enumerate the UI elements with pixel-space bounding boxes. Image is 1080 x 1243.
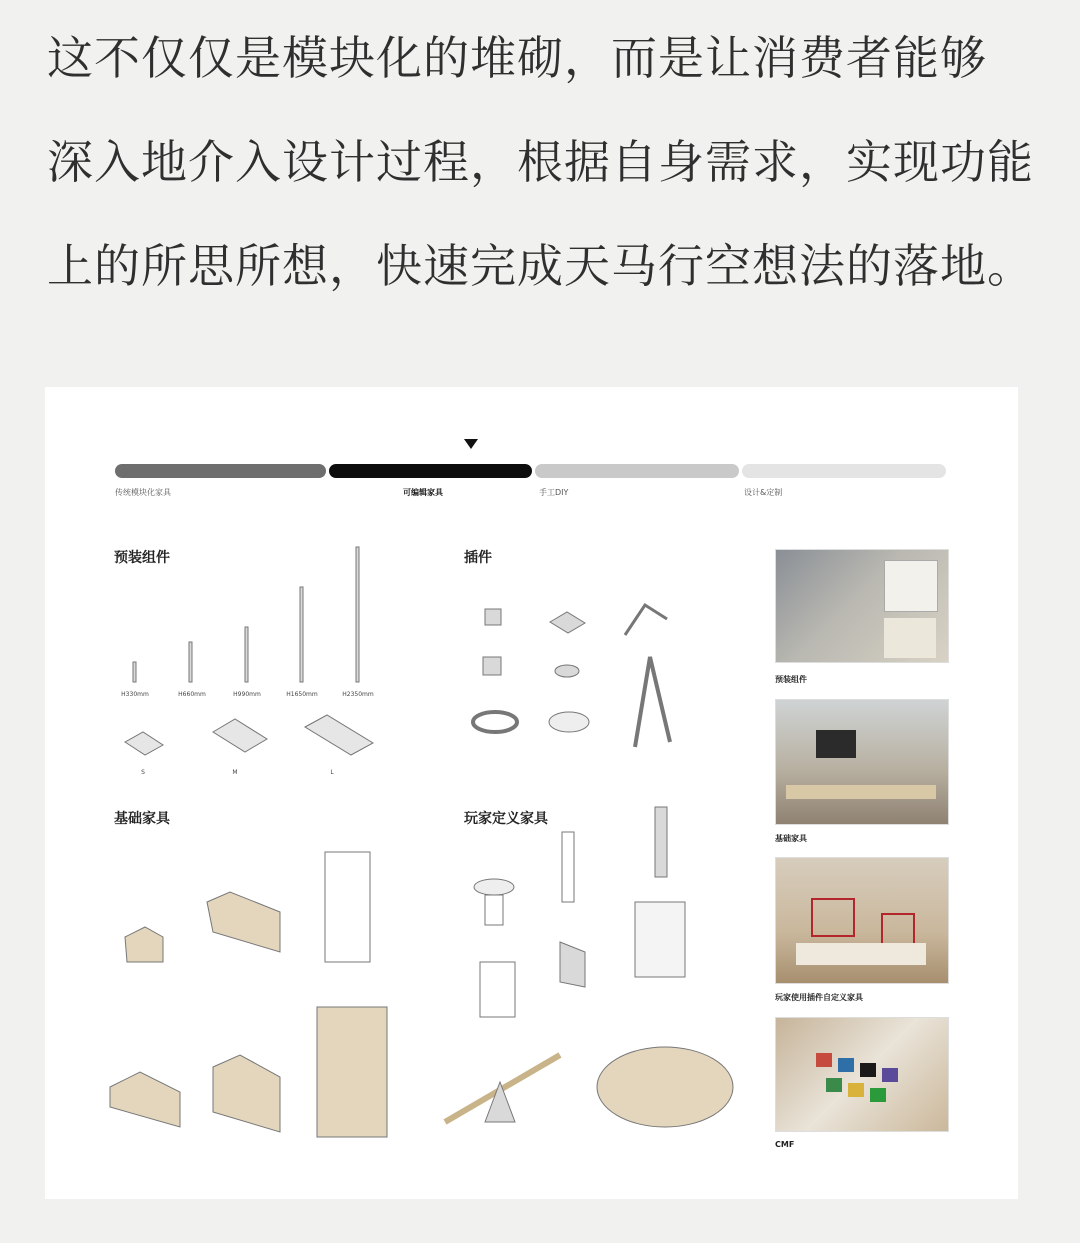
- shelf-m-icon: [213, 719, 267, 752]
- rod-icon: [300, 587, 303, 682]
- stool-icon: [125, 927, 163, 962]
- rod-icon: [356, 547, 359, 682]
- speaker-stand-icon: [655, 807, 667, 877]
- rod-size-label: H2350mm: [342, 691, 374, 698]
- rod-size-label: H660mm: [178, 691, 206, 698]
- cabinet-icon: [325, 852, 370, 962]
- shelf-size-label: L: [330, 769, 334, 776]
- stage-label: 传统模块化家具: [115, 488, 171, 497]
- rod-icon: [133, 662, 136, 682]
- section-title-plugins: 插件: [464, 550, 492, 566]
- plugin-clamp-icon: [485, 609, 501, 625]
- photo-preassembled: [775, 549, 949, 663]
- whiteboard-icon: [635, 902, 685, 977]
- round-side-table-icon: [474, 879, 514, 895]
- frame-stand-icon: [480, 962, 515, 1017]
- furniture-system-figure: [45, 387, 1018, 1199]
- stage-label: 手工DIY: [539, 488, 569, 497]
- shelf-size-label: M: [232, 769, 238, 776]
- desk-icon: [207, 892, 280, 952]
- shelf-size-label: S: [141, 769, 145, 776]
- lamp-stand-icon: [562, 832, 574, 902]
- rod-size-label: H990mm: [233, 691, 261, 698]
- seesaw-base-icon: [485, 1082, 515, 1122]
- section-title-player: 玩家定义家具: [464, 811, 548, 827]
- stage-label: 设计&定制: [744, 488, 783, 497]
- furniture-illustrations: [45, 387, 775, 1199]
- photo-basic: [775, 699, 949, 825]
- tall-shelf-icon: [317, 1007, 387, 1137]
- photo-caption: 玩家使用插件自定义家具: [775, 993, 863, 1002]
- section-title-basic: 基础家具: [114, 811, 170, 827]
- round-side-table-icon: [485, 895, 503, 925]
- photo-caption: 基础家具: [775, 834, 807, 843]
- stage-label: 可编辑家具: [403, 488, 443, 497]
- board-stand-icon: [560, 942, 585, 987]
- intro-line: 深入地介入设计过程，根据自身需求，实现功能: [47, 135, 1034, 189]
- plugin-bracket-icon: [483, 657, 501, 675]
- intro-paragraph: [47, 6, 1037, 318]
- photo-cmf: [775, 1017, 949, 1132]
- plugin-disc-icon: [549, 712, 589, 732]
- shelf-s-icon: [125, 732, 163, 755]
- photo-caption: 预装组件: [775, 675, 807, 684]
- intro-line: 这不仅仅是模块化的堆砌，而是让消费者能够: [47, 31, 987, 85]
- bench-icon: [110, 1072, 180, 1127]
- plugin-arm-icon: [625, 605, 667, 635]
- low-shelf-icon: [213, 1055, 280, 1132]
- photo-caption: CMF: [775, 1140, 795, 1149]
- shelf-l-icon: [305, 715, 373, 755]
- section-title-preassembled: 预装组件: [114, 550, 170, 566]
- rod-icon: [189, 642, 192, 682]
- rod-size-label: H330mm: [121, 691, 149, 698]
- rod-icon: [245, 627, 248, 682]
- plugin-mount-icon: [555, 665, 579, 677]
- pingpong-table-icon: [597, 1047, 733, 1127]
- rod-size-label: H1650mm: [286, 691, 318, 698]
- photo-player: [775, 857, 949, 984]
- intro-line: 上的所思所想，快速完成天马行空想法的落地。: [47, 239, 1034, 293]
- plugin-ring-icon: [473, 712, 517, 732]
- plugin-tray-icon: [550, 612, 585, 633]
- plugin-aframe-icon: [635, 657, 670, 747]
